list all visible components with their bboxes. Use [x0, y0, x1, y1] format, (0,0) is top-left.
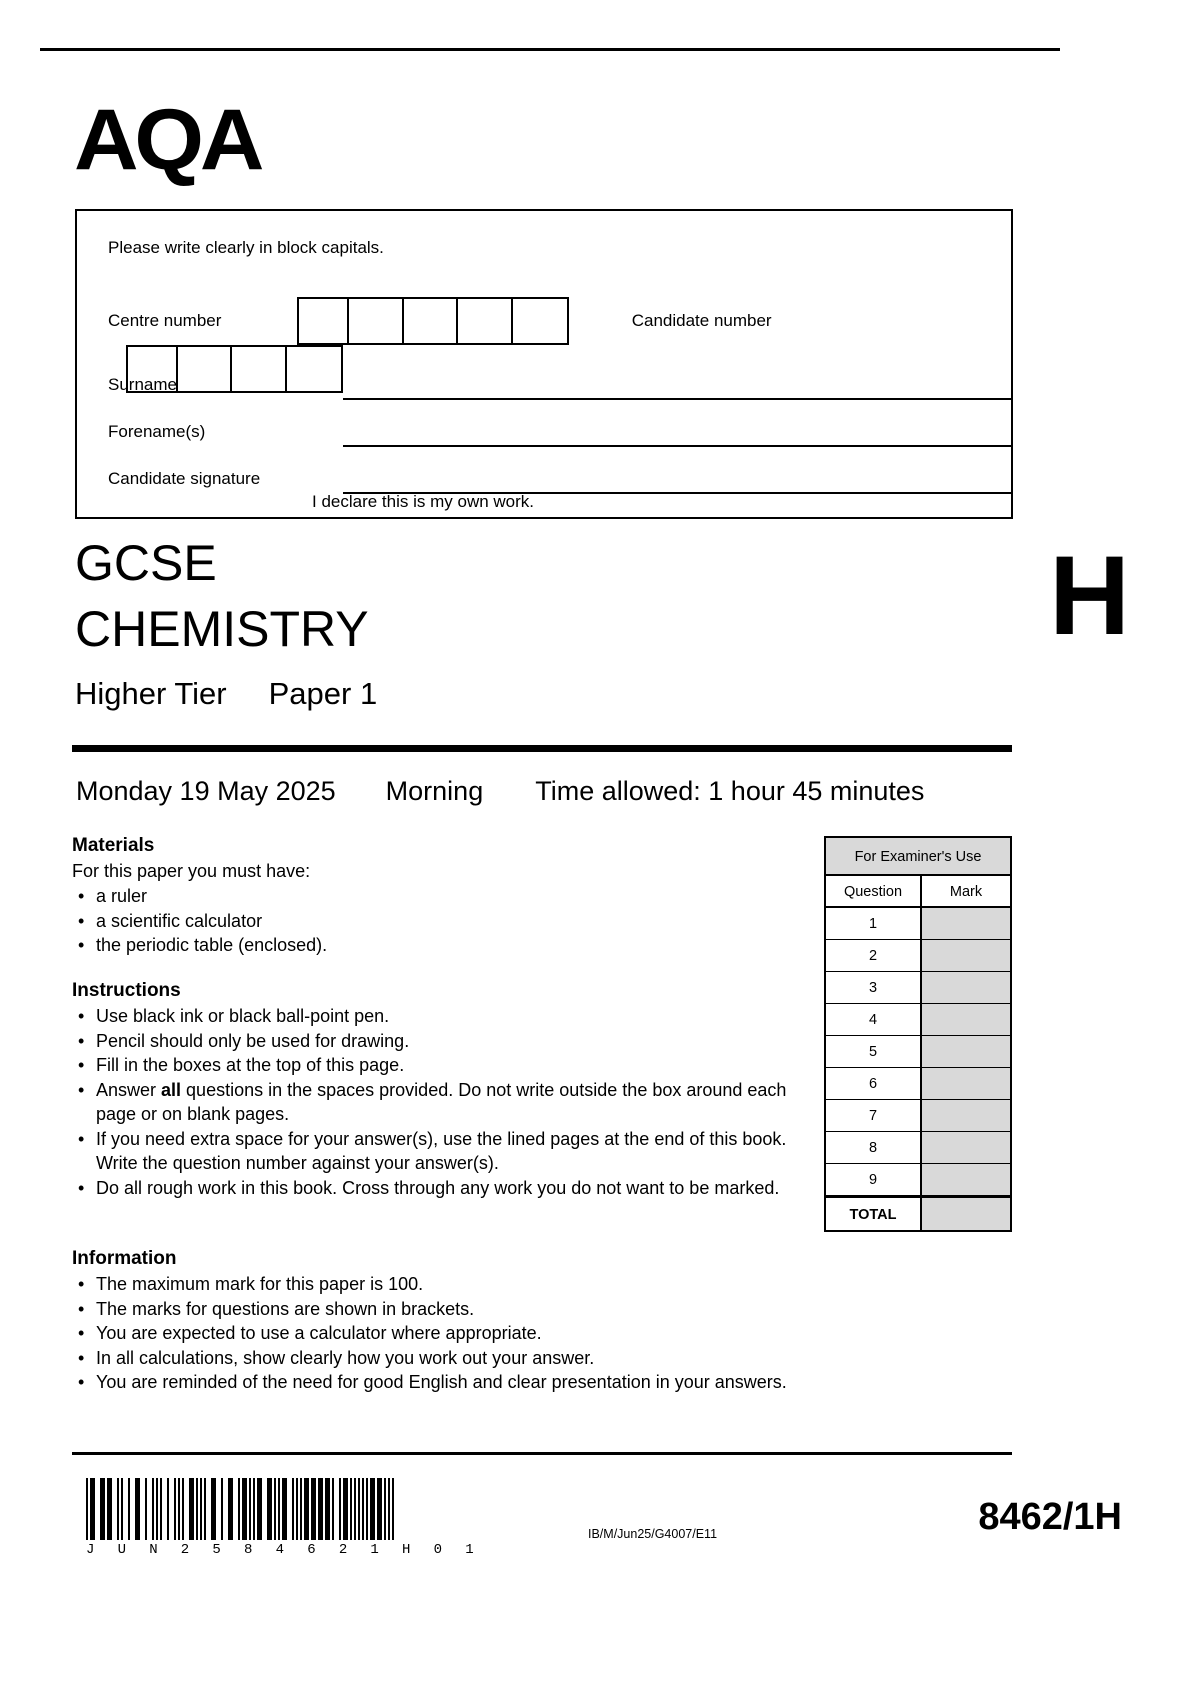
bullet-icon: • — [78, 1347, 85, 1368]
mark-cell[interactable] — [922, 1100, 1010, 1131]
information-text: The marks for questions are shown in brackets. — [96, 1298, 475, 1319]
centre-number-cell[interactable] — [517, 299, 567, 343]
exam-session: Morning — [385, 776, 484, 806]
centre-number-input[interactable] — [297, 297, 569, 345]
mark-cell[interactable] — [922, 972, 1010, 1003]
bullet-icon: • — [78, 1372, 85, 1392]
bottom-divider — [72, 1452, 1012, 1455]
candidate-details-box — [75, 209, 1013, 519]
mark-column-header: Mark — [922, 876, 1010, 906]
table-row — [826, 1100, 1010, 1132]
signature-field-row — [108, 465, 988, 511]
list-item — [72, 1321, 802, 1346]
total-label: TOTAL — [826, 1198, 922, 1230]
list-item — [72, 1004, 802, 1029]
block-capitals-note: Please write clearly in block capitals. — [108, 238, 384, 257]
mark-cell[interactable] — [922, 1164, 1010, 1195]
list-item — [72, 909, 802, 934]
mark-cell[interactable] — [922, 1068, 1010, 1099]
information-text: You are reminded of the need for good English and clear presentation in your answers. — [96, 1372, 787, 1392]
centre-number-cell[interactable] — [408, 299, 458, 343]
table-row — [826, 908, 1010, 940]
candidate-signature-label: Candidate signature — [108, 469, 261, 488]
surname-label: Surname — [108, 375, 177, 394]
table-row-total — [826, 1196, 1010, 1230]
question-number: 2 — [826, 940, 922, 971]
table-row — [826, 972, 1010, 1004]
forename-field-row — [108, 418, 988, 464]
bullet-icon: • — [78, 935, 85, 955]
bullet-icon: • — [78, 1030, 85, 1051]
bullet-icon: • — [78, 1006, 85, 1026]
information-section — [72, 1246, 802, 1395]
list-item — [72, 933, 802, 958]
forename-label: Forename(s) — [108, 422, 206, 441]
aqa-logo: AQA — [74, 92, 261, 188]
materials-section — [72, 833, 802, 958]
centre-number-cell[interactable] — [463, 299, 513, 343]
bullet-icon: • — [78, 886, 85, 906]
instruction-text: Answer — [96, 1079, 162, 1100]
information-text: The maximum mark for this paper is 100. — [96, 1274, 424, 1294]
examiner-use-table — [824, 836, 1012, 1232]
question-number: 1 — [826, 908, 922, 939]
materials-lead: For this paper you must have: — [72, 861, 311, 881]
barcode-icon — [86, 1478, 486, 1540]
list-item — [72, 1053, 802, 1078]
exam-time-allowed: Time allowed: 1 hour 45 minutes — [535, 776, 925, 806]
information-text: In all calculations, show clearly how you work out your answer. — [96, 1347, 595, 1368]
examiner-table-title: For Examiner's Use — [826, 838, 1010, 876]
information-heading: Information — [72, 1248, 177, 1269]
instruction-text: Fill in the boxes at the top of this page. — [96, 1055, 405, 1075]
instructions-section — [72, 978, 802, 1200]
centre-number-cell[interactable] — [299, 299, 349, 343]
table-row — [826, 1036, 1010, 1068]
instruction-text: If you need extra space for your answer(s), use the lined pages at the end of this book. Write the question number against your answer(s). — [96, 1128, 787, 1173]
paper-label: Paper 1 — [268, 676, 378, 711]
list-item — [72, 1127, 802, 1176]
tier-paper-line — [75, 674, 835, 714]
tier-label: Higher Tier — [75, 676, 227, 711]
list-item — [72, 1176, 802, 1201]
mark-cell[interactable] — [922, 1132, 1010, 1163]
mark-cell[interactable] — [922, 1036, 1010, 1067]
bullet-icon: • — [78, 1177, 85, 1198]
table-row — [826, 1132, 1010, 1164]
list-item — [72, 1078, 802, 1127]
table-row — [826, 1164, 1010, 1196]
bullet-icon: • — [78, 910, 85, 931]
total-mark-cell[interactable] — [922, 1198, 1010, 1230]
materials-heading: Materials — [72, 835, 155, 856]
instruction-text: Do all rough work in this book. Cross through any work you do not want to be marked. — [96, 1177, 780, 1198]
question-number: 3 — [826, 972, 922, 1003]
instruction-emphasis: all — [161, 1079, 182, 1100]
list-item — [72, 1297, 802, 1322]
barcode-text: J U N 2 5 8 4 6 2 1 H 0 1 — [86, 1542, 482, 1558]
paper-code: 8462/1H — [978, 1496, 1122, 1538]
question-number: 4 — [826, 1004, 922, 1035]
table-row — [826, 1068, 1010, 1100]
table-row — [826, 1004, 1010, 1036]
qualification-title — [75, 530, 835, 714]
tier-badge: H — [1049, 533, 1128, 658]
heavy-divider — [72, 745, 1012, 752]
question-number: 5 — [826, 1036, 922, 1067]
instructions-heading: Instructions — [72, 980, 181, 1001]
qualification-level: GCSE — [75, 535, 217, 591]
qualification-subject: CHEMISTRY — [75, 601, 369, 657]
information-text: You are expected to use a calculator where appropriate. — [96, 1323, 542, 1343]
list-item — [72, 1029, 802, 1054]
materials-list — [72, 884, 802, 958]
bullet-icon: • — [78, 1323, 85, 1343]
surname-input[interactable] — [343, 398, 1011, 400]
instruction-text: Use black ink or black ball-point pen. — [96, 1006, 390, 1026]
materials-item-text: the periodic table (enclosed). — [96, 935, 328, 955]
instruction-text: Pencil should only be used for drawing. — [96, 1030, 410, 1051]
list-item — [72, 1272, 802, 1297]
number-fields-row — [108, 297, 988, 345]
top-divider — [40, 48, 1060, 51]
question-number: 8 — [826, 1132, 922, 1163]
barcode-block — [86, 1478, 486, 1558]
question-number: 9 — [826, 1164, 922, 1195]
internal-reference-code: IB/M/Jun25/G4007/E11 — [588, 1527, 718, 1541]
mark-cell[interactable] — [922, 1004, 1010, 1035]
instruction-text-cont: questions in the spaces provided. Do not write outside the box around each page or on blank pages. — [96, 1079, 787, 1124]
exam-details-line — [76, 772, 924, 810]
exam-date: Monday 19 May 2025 — [76, 776, 336, 806]
list-item — [72, 1370, 802, 1395]
examiner-table-header-row — [826, 876, 1010, 908]
forename-input[interactable] — [343, 445, 1011, 447]
bullet-icon: • — [78, 1055, 85, 1075]
instructions-list — [72, 1004, 802, 1200]
bullet-icon: • — [78, 1128, 85, 1149]
question-number: 7 — [826, 1100, 922, 1131]
candidate-number-label: Candidate number — [631, 311, 772, 330]
mark-cell[interactable] — [922, 940, 1010, 971]
centre-number-cell[interactable] — [354, 299, 404, 343]
information-list — [72, 1272, 802, 1395]
question-column-header: Question — [826, 876, 922, 906]
list-item — [72, 1346, 802, 1371]
materials-item-text: a scientific calculator — [96, 910, 263, 931]
bullet-icon: • — [78, 1298, 85, 1319]
bullet-icon: • — [78, 1274, 85, 1294]
table-row — [826, 940, 1010, 972]
mark-cell[interactable] — [922, 908, 1010, 939]
bullet-icon: • — [78, 1079, 85, 1100]
question-number: 6 — [826, 1068, 922, 1099]
list-item — [72, 884, 802, 909]
materials-item-text: a ruler — [96, 886, 148, 906]
centre-number-label: Centre number — [108, 311, 222, 330]
declaration-text: I declare this is my own work. — [312, 492, 535, 511]
surname-field-row — [108, 371, 988, 417]
